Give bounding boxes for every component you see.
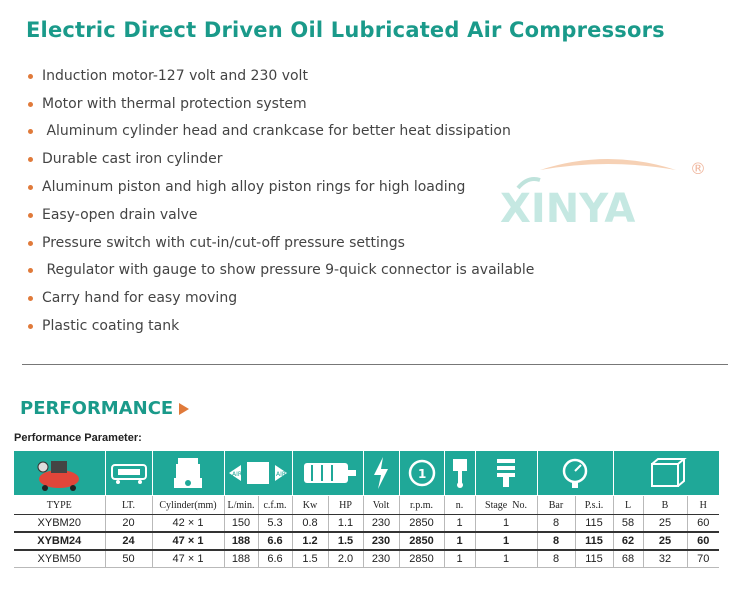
table-cell: 2850: [399, 532, 444, 550]
table-cell: 60: [687, 532, 719, 550]
feature-item: [28, 284, 534, 312]
feature-item: [28, 62, 534, 90]
feature-item: [28, 229, 534, 257]
icon-row: [14, 451, 719, 496]
table-cell: 50: [105, 550, 152, 568]
feature-text: Induction motor-127 volt and 230 volt: [42, 67, 308, 84]
feature-item: [28, 145, 534, 173]
table-cell: 1: [444, 515, 475, 533]
column-header: L: [613, 496, 643, 515]
feature-item: [28, 312, 534, 340]
bullet-icon: [28, 157, 33, 162]
column-header: Volt: [363, 496, 399, 515]
compressor-icon: [14, 451, 105, 496]
table-cell: 1.1: [328, 515, 363, 533]
table-cell: 1: [475, 550, 537, 568]
table-cell: 115: [575, 532, 613, 550]
column-header: c.f.m.: [258, 496, 292, 515]
arrow-right-icon: [179, 403, 189, 415]
bullet-icon: [28, 324, 33, 329]
table-cell: 0.8: [292, 515, 328, 533]
svg-text:1: 1: [417, 467, 426, 481]
table-cell: 6.6: [258, 550, 292, 568]
feature-item: [28, 173, 534, 201]
table-cell: 230: [363, 515, 399, 533]
svg-text:AIR: AIR: [276, 471, 287, 478]
xinya-logo: [498, 150, 713, 230]
bullet-icon: [28, 102, 33, 107]
table-cell: 150: [224, 515, 258, 533]
dimensions-icon: [613, 451, 719, 496]
table-row: [14, 550, 719, 568]
table-cell: 1.5: [328, 532, 363, 550]
motor-icon: [292, 451, 363, 496]
table-cell: 5.3: [258, 515, 292, 533]
table-cell: XYBM50: [14, 550, 105, 568]
airflow-icon: [224, 451, 292, 496]
table-cell: 58: [613, 515, 643, 533]
bullet-icon: [28, 296, 33, 301]
table-cell: XYBM20: [14, 515, 105, 533]
table-cell: 42 × 1: [152, 515, 224, 533]
feature-text: Easy-open drain valve: [42, 206, 198, 223]
table-row: [14, 515, 719, 533]
performance-heading: [20, 398, 189, 419]
header-row: [14, 496, 719, 515]
table-cell: 6.6: [258, 532, 292, 550]
feature-text: Aluminum piston and high alloy piston rings for high loading: [42, 179, 466, 196]
column-header: B: [643, 496, 687, 515]
feature-item: [28, 201, 534, 229]
column-header: Stage No.: [475, 496, 537, 515]
column-header: n.: [444, 496, 475, 515]
feature-text: Regulator with gauge to show pressure 9-quick connector is available: [42, 262, 535, 279]
table-row: [14, 532, 719, 550]
table-cell: 2850: [399, 550, 444, 568]
column-header: Cylinder(mm): [152, 496, 224, 515]
column-header: r.p.m.: [399, 496, 444, 515]
divider: [22, 364, 728, 365]
table-cell: 1.2: [292, 532, 328, 550]
table-cell: 188: [224, 532, 258, 550]
performance-table: [14, 450, 719, 568]
bullet-icon: [28, 268, 33, 273]
table-cell: 25: [643, 515, 687, 533]
feature-item: [28, 118, 534, 146]
feature-item: [28, 257, 534, 285]
table-cell: 8: [537, 532, 575, 550]
page-title: Electric Direct Driven Oil Lubricated Air Compressors: [26, 18, 665, 42]
table-cell: 115: [575, 515, 613, 533]
stage-icon: [444, 451, 475, 496]
table-cell: 1: [475, 532, 537, 550]
stage-number-icon: [475, 451, 537, 496]
bullet-icon: [28, 213, 33, 218]
feature-text: Pressure switch with cut-in/cut-off pressure settings: [42, 234, 405, 251]
table-cell: 47 × 1: [152, 550, 224, 568]
feature-text: Motor with thermal protection system: [42, 95, 307, 112]
parameter-label: Performance Parameter:: [14, 432, 142, 444]
column-header: L/min.: [224, 496, 258, 515]
table-cell: 24: [105, 532, 152, 550]
column-header: H: [687, 496, 719, 515]
cylinder-icon: [152, 451, 224, 496]
table-cell: XYBM24: [14, 532, 105, 550]
column-header: Bar: [537, 496, 575, 515]
table-cell: 68: [613, 550, 643, 568]
power-icon: [363, 451, 399, 496]
column-header: LT.: [105, 496, 152, 515]
column-header: HP: [328, 496, 363, 515]
table-cell: 1.5: [292, 550, 328, 568]
table-cell: 1: [444, 550, 475, 568]
svg-text:AIR: AIR: [232, 471, 243, 478]
registered-mark: ®: [690, 159, 706, 178]
tank-icon: [105, 451, 152, 496]
feature-list: [28, 62, 534, 340]
table-cell: 32: [643, 550, 687, 568]
column-header: Kw: [292, 496, 328, 515]
table-cell: 115: [575, 550, 613, 568]
speed-icon: [399, 451, 444, 496]
feature-text: Plastic coating tank: [42, 318, 180, 335]
performance-heading-text: PERFORMANCE: [20, 398, 174, 419]
feature-text: Aluminum cylinder head and crankcase for better heat dissipation: [42, 123, 511, 140]
table-cell: 47 × 1: [152, 532, 224, 550]
bullet-icon: [28, 241, 33, 246]
table-cell: 70: [687, 550, 719, 568]
feature-text: Durable cast iron cylinder: [42, 151, 223, 168]
bullet-icon: [28, 74, 33, 79]
column-header: TYPE: [14, 496, 105, 515]
table-cell: 230: [363, 532, 399, 550]
table-cell: 230: [363, 550, 399, 568]
column-header: P.s.i.: [575, 496, 613, 515]
feature-text: Carry hand for easy moving: [42, 290, 238, 307]
logo-text: XINYA: [500, 186, 636, 230]
table-cell: 188: [224, 550, 258, 568]
feature-item: [28, 90, 534, 118]
table-cell: 2.0: [328, 550, 363, 568]
table-cell: 1: [475, 515, 537, 533]
table-cell: 8: [537, 515, 575, 533]
table-cell: 60: [687, 515, 719, 533]
table-cell: 25: [643, 532, 687, 550]
table-cell: 20: [105, 515, 152, 533]
table-cell: 1: [444, 532, 475, 550]
gauge-icon: [537, 451, 613, 496]
table-cell: 8: [537, 550, 575, 568]
table-cell: 62: [613, 532, 643, 550]
table-cell: 2850: [399, 515, 444, 533]
bullet-icon: [28, 129, 33, 134]
bullet-icon: [28, 185, 33, 190]
